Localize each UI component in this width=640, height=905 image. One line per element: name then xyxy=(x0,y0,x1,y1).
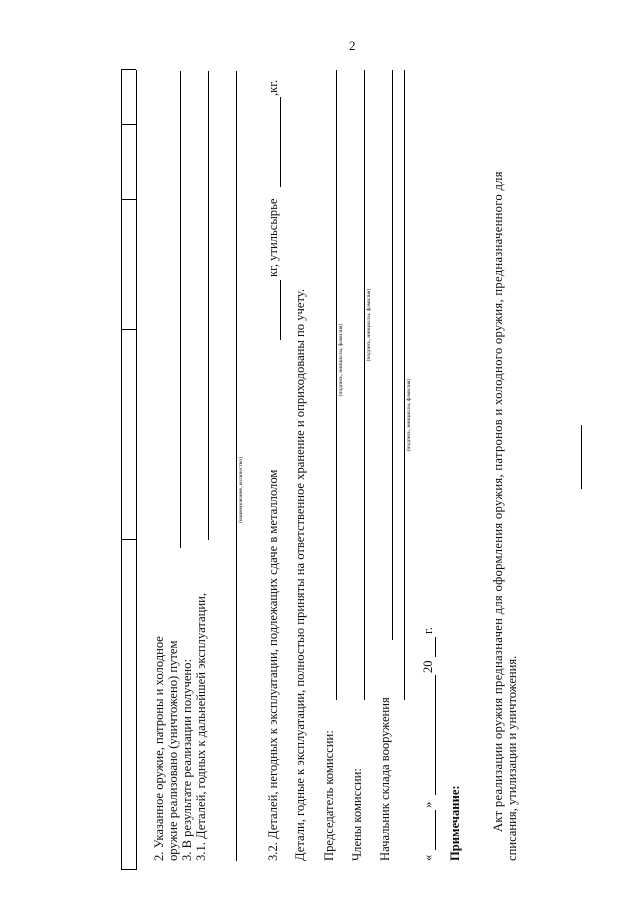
separator-line xyxy=(581,425,582,489)
item-3-1: 3.1. Деталей, годных к дальнейшей эксплуатации, xyxy=(194,593,208,861)
section2-line2: оружие реализовано (уничтожено) путем xyxy=(166,640,180,861)
item-3-2-suffix: ,кг. xyxy=(266,79,280,96)
warehouse-signature-line xyxy=(392,70,393,640)
warehouse-head-label: Начальник склада вооружения xyxy=(378,697,392,861)
act-sheet xyxy=(108,60,558,870)
recyclables-fill-line xyxy=(280,97,281,187)
members-label: Члены комиссии: xyxy=(350,768,364,861)
year-suffix: г. xyxy=(421,627,435,634)
caption-name-quantity: (наименование, количество) xyxy=(238,457,244,523)
note-title: Примечание: xyxy=(448,785,462,861)
chairman-caption: (подпись, инициалы, фамилия) xyxy=(338,323,344,397)
item-3-1-fill-line xyxy=(208,71,209,540)
page-number: 2 xyxy=(349,38,356,53)
date-close-quote: » xyxy=(421,801,435,808)
accepted-statement: Детали, годные к эксплуатации, полностью приняты на ответственное хранение и оприходованы по учету. xyxy=(293,289,307,861)
warehouse-second-line xyxy=(404,70,405,700)
year-fill-line xyxy=(435,637,436,657)
item-3-2: 3.2. Деталей, негодных к эксплуатации, подлежащих сдаче в металлолом xyxy=(266,469,280,861)
section2-fill-line xyxy=(180,71,181,548)
year-prefix: 20 xyxy=(421,660,435,673)
members-signature-line xyxy=(364,70,365,700)
note-line1: Акт реализации оружия предназначен для оформления оружия, патронов и холодного оружия, предназначенного для xyxy=(491,171,505,832)
chairman-label: Председатель комиссии: xyxy=(322,730,336,861)
chairman-signature-line xyxy=(336,70,337,700)
month-fill-line xyxy=(435,675,436,795)
section2-line1: 2. Указанное оружие, патроны и холодное xyxy=(152,636,166,861)
date-open-quote: « xyxy=(421,854,435,861)
item-3-1-second-line xyxy=(236,71,237,861)
note-line2: списания, утилизации и уничтожения. xyxy=(505,655,519,861)
day-fill-line xyxy=(435,810,436,850)
members-caption: (подпись, инициалы, фамилия) xyxy=(366,288,372,362)
item-3-2-mid: кг, утильсырье xyxy=(266,198,280,277)
warehouse-caption: (подпись, инициалы, фамилия) xyxy=(406,378,412,452)
metal-scrap-fill-line xyxy=(280,280,281,340)
section3-title: 3. В результате реализации получено: xyxy=(180,659,194,861)
